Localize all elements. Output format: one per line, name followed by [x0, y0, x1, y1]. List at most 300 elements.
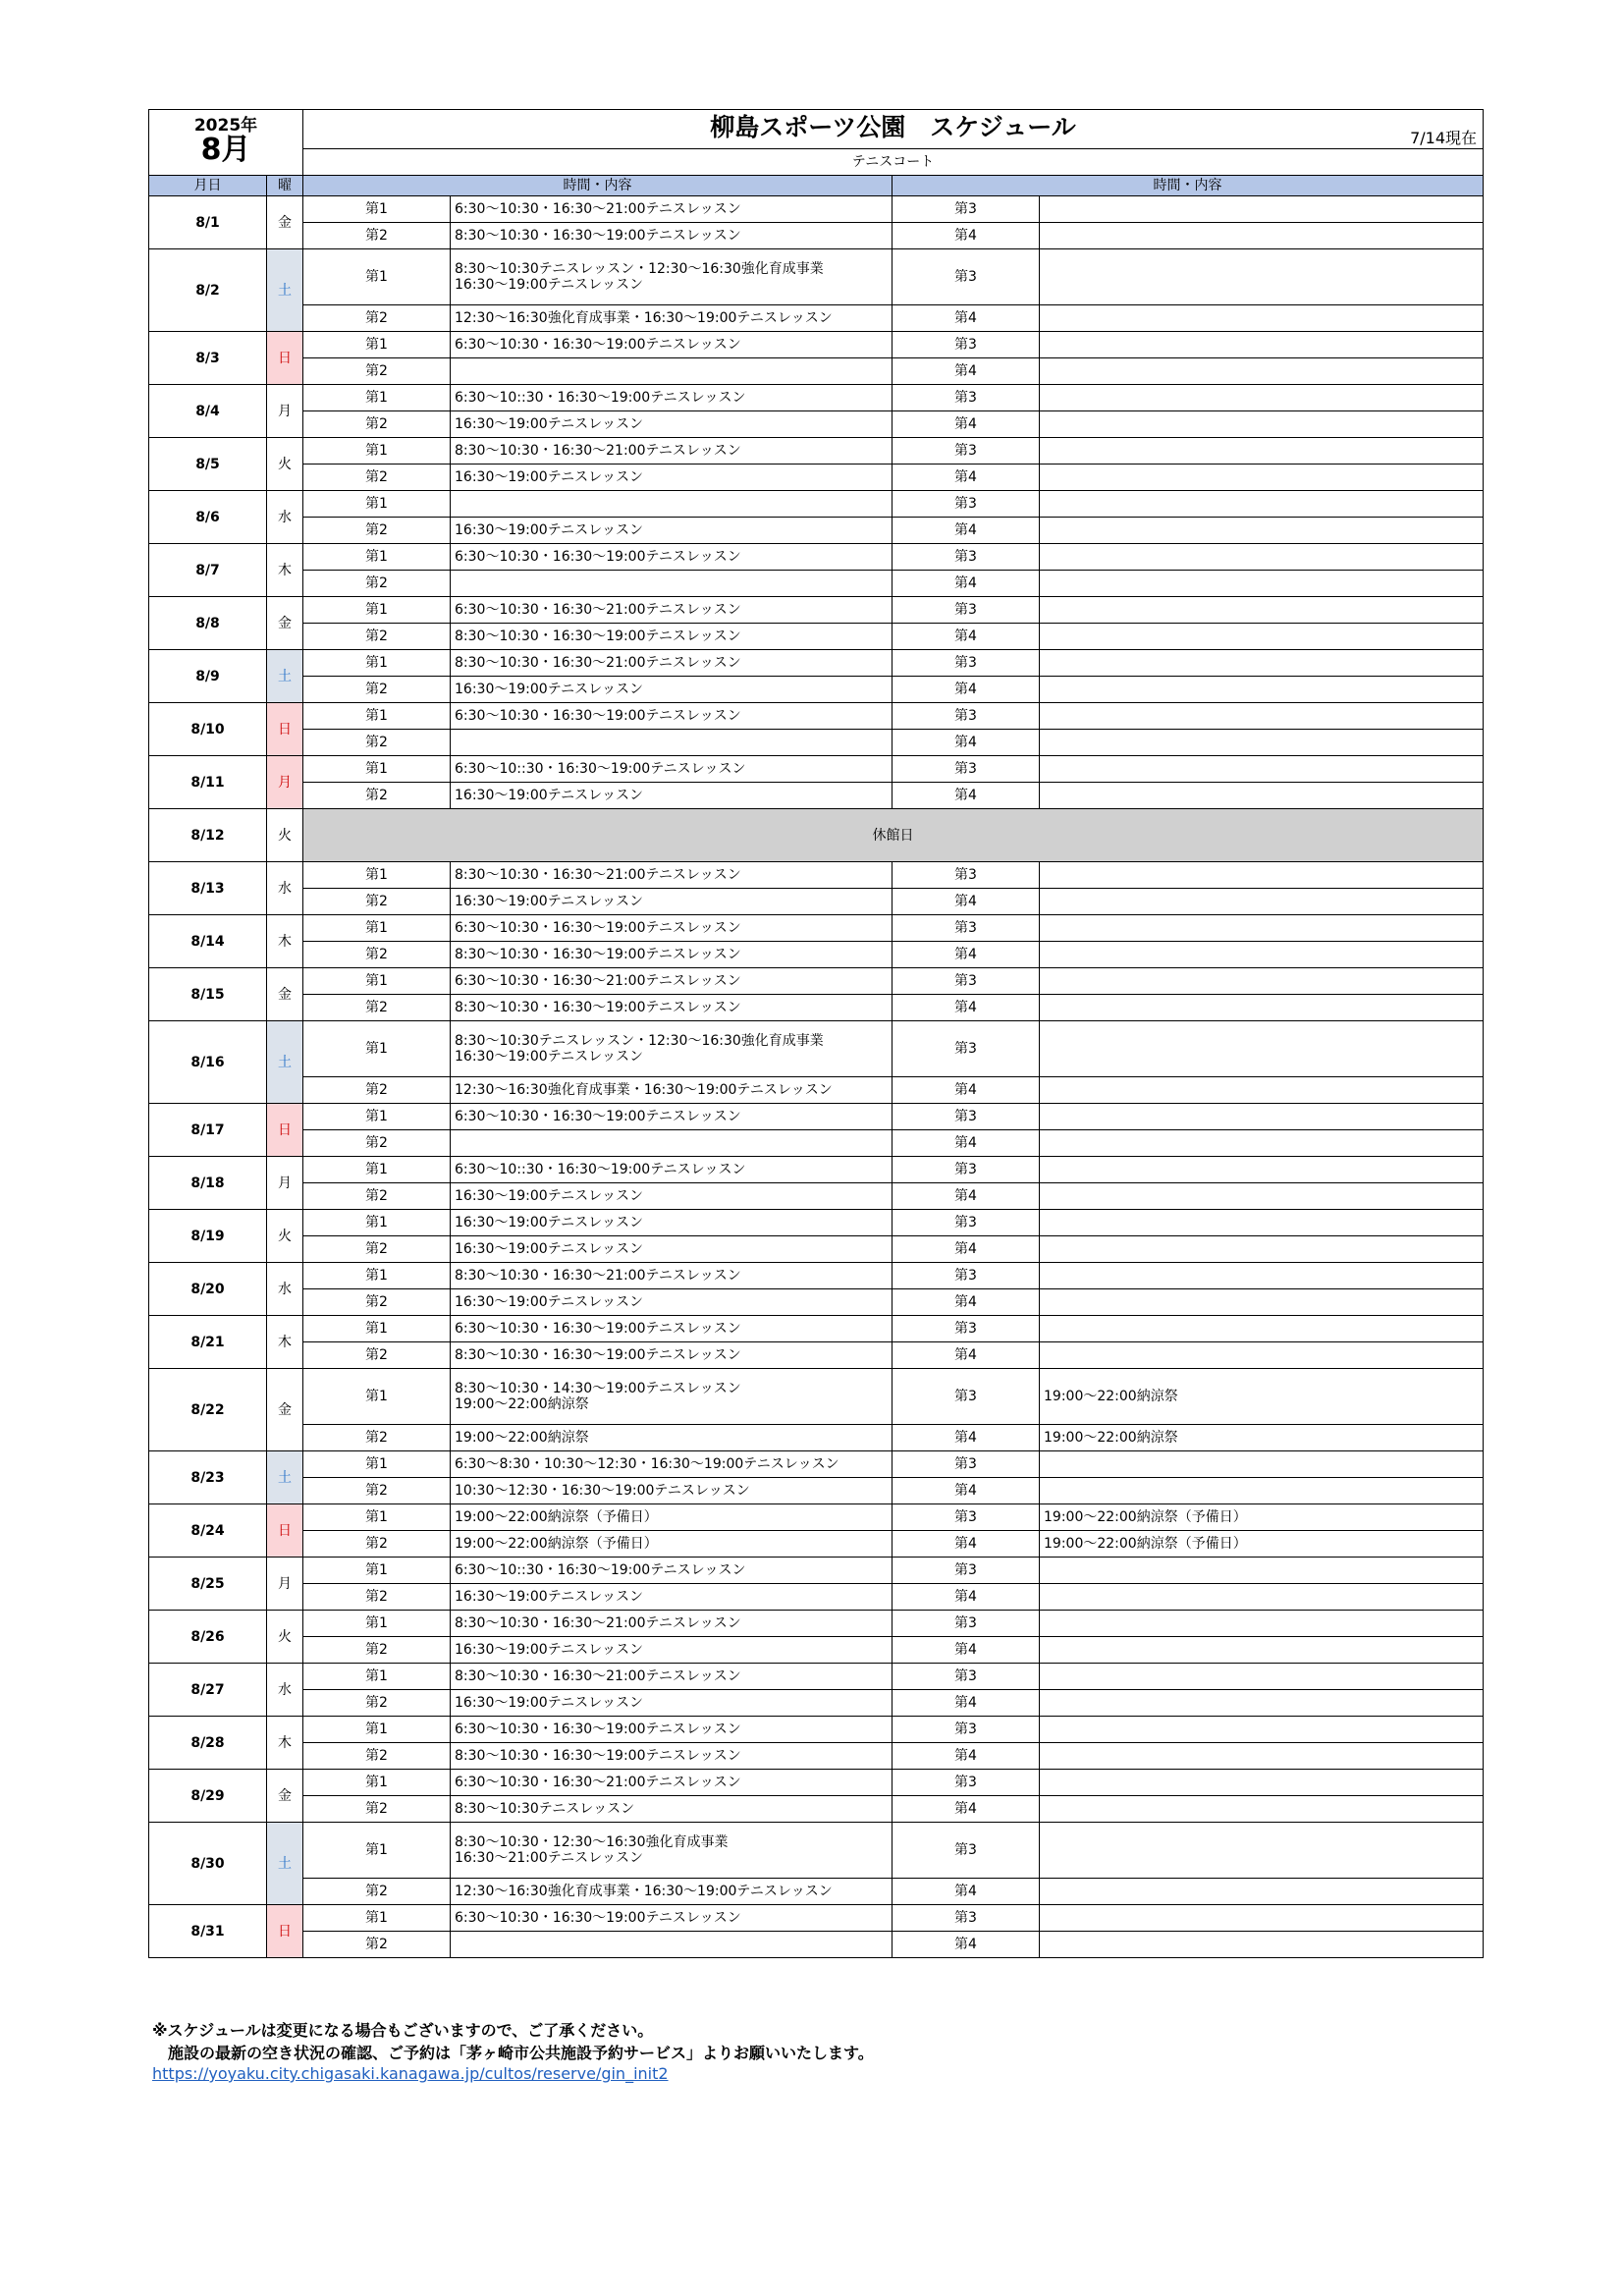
court-number-left: 第2: [303, 1743, 451, 1770]
day-date: 8/4: [149, 385, 267, 438]
court-content-left: [451, 1289, 893, 1316]
court-number-right: 第4: [893, 1879, 1040, 1905]
court-content-right: [1040, 411, 1484, 438]
content-line: 12:30～16:30強化育成事業・16:30～19:00テニスレッスン: [455, 1082, 833, 1098]
court-content-right: [1040, 783, 1484, 809]
court-content-right: [1040, 1316, 1484, 1342]
court-content-left: [451, 650, 893, 677]
content-line: 6:30～10:30・16:30～19:00テニスレッスン: [455, 1109, 741, 1124]
court-content-right: [1040, 1451, 1484, 1478]
court-number-left: 第1: [303, 385, 451, 411]
court-content-left: [451, 332, 893, 358]
court-row: [149, 1796, 1484, 1823]
day-date: 8/26: [149, 1611, 267, 1664]
court-row: [149, 1932, 1484, 1958]
content-line: 19:00～22:00納涼祭（予備日）: [455, 1536, 658, 1552]
court-row: [149, 1316, 1484, 1342]
court-row: [149, 995, 1484, 1021]
content-line: 12:30～16:30強化育成事業・16:30～19:00テニスレッスン: [455, 1884, 833, 1899]
court-row: [149, 1743, 1484, 1770]
court-content-left: [451, 730, 893, 756]
court-row: [149, 196, 1484, 223]
day-of-week: 水: [267, 491, 303, 544]
content-line: 16:30～19:00テニスレッスン: [455, 1642, 644, 1658]
court-number-left: 第2: [303, 995, 451, 1021]
year-month-cell: [149, 110, 303, 176]
court-content-right: [1040, 518, 1484, 544]
court-content-right: [1040, 650, 1484, 677]
court-number-right: 第4: [893, 1183, 1040, 1210]
court-row: [149, 1183, 1484, 1210]
court-number-left: 第1: [303, 544, 451, 571]
court-number-right: 第4: [893, 783, 1040, 809]
content-line: 8:30～10:30・16:30～21:00テニスレッスン: [455, 655, 741, 671]
court-content-right: [1040, 889, 1484, 915]
court-row: [149, 1451, 1484, 1478]
court-number-left: 第2: [303, 1342, 451, 1369]
court-number-left: 第1: [303, 1504, 451, 1531]
court-number-left: 第2: [303, 624, 451, 650]
court-number-right: 第4: [893, 358, 1040, 385]
day-date: 8/7: [149, 544, 267, 597]
day-of-week: 金: [267, 1770, 303, 1823]
court-number-left: 第2: [303, 571, 451, 597]
day-date: 8/20: [149, 1263, 267, 1316]
court-content-left: [451, 624, 893, 650]
day-date: 8/31: [149, 1905, 267, 1958]
court-content-left: [451, 385, 893, 411]
court-number-right: 第3: [893, 915, 1040, 942]
court-number-left: 第1: [303, 1823, 451, 1879]
court-number-right: 第4: [893, 305, 1040, 332]
day-of-week: 月: [267, 756, 303, 809]
court-row: [149, 1425, 1484, 1451]
court-content-right: [1040, 1717, 1484, 1743]
court-row: [149, 518, 1484, 544]
court-number-right: 第4: [893, 1584, 1040, 1611]
court-number-right: 第3: [893, 1905, 1040, 1932]
court-number-right: 第3: [893, 756, 1040, 783]
court-content-left: [451, 1558, 893, 1584]
day-of-week: 火: [267, 809, 303, 862]
court-number-right: 第3: [893, 385, 1040, 411]
court-row: [149, 544, 1484, 571]
day-of-week: 月: [267, 1157, 303, 1210]
court-content-left: [451, 862, 893, 889]
court-content-right: [1040, 1879, 1484, 1905]
content-line: 6:30～10:30・16:30～21:00テニスレッスン: [455, 201, 741, 217]
content-line: 6:30～10:30・16:30～21:00テニスレッスン: [455, 1775, 741, 1790]
court-content-left: [451, 1611, 893, 1637]
day-of-week: 月: [267, 385, 303, 438]
court-content-right: [1040, 1021, 1484, 1077]
day-date: 8/17: [149, 1104, 267, 1157]
court-row: [149, 1130, 1484, 1157]
court-content-right: [1040, 1743, 1484, 1770]
court-content-left: [451, 1369, 893, 1425]
court-number-right: 第3: [893, 597, 1040, 624]
court-number-right: 第4: [893, 1289, 1040, 1316]
day-date: 8/23: [149, 1451, 267, 1504]
day-date: 8/2: [149, 249, 267, 332]
court-number-right: 第4: [893, 1077, 1040, 1104]
court-row: [149, 1478, 1484, 1504]
day-date: 8/12: [149, 809, 267, 862]
day-of-week: 日: [267, 703, 303, 756]
court-number-right: 第3: [893, 703, 1040, 730]
court-number-right: 第4: [893, 1796, 1040, 1823]
court-number-right: 第3: [893, 1558, 1040, 1584]
day-of-week: 金: [267, 968, 303, 1021]
day-of-week: 水: [267, 1664, 303, 1717]
court-number-right: 第3: [893, 1504, 1040, 1531]
court-number-right: 第4: [893, 1932, 1040, 1958]
content-line: 16:30～19:00テニスレッスン: [455, 1241, 644, 1257]
court-number-right: 第4: [893, 1130, 1040, 1157]
court-number-right: 第3: [893, 332, 1040, 358]
court-number-right: 第3: [893, 1770, 1040, 1796]
court-content-left: [451, 1263, 893, 1289]
content-line: 16:30～21:00テニスレッスン: [455, 1850, 644, 1866]
court-number-left: 第1: [303, 1157, 451, 1183]
court-content-right: [1040, 756, 1484, 783]
court-row: [149, 1104, 1484, 1130]
court-content-right: [1040, 968, 1484, 995]
court-content-left: [451, 1796, 893, 1823]
day-date: 8/13: [149, 862, 267, 915]
day-of-week: 日: [267, 1905, 303, 1958]
court-content-right: [1040, 1210, 1484, 1236]
day-of-week: 土: [267, 1451, 303, 1504]
court-content-left: [451, 1823, 893, 1879]
court-row: [149, 249, 1484, 305]
content-line: 8:30～10:30・16:30～21:00テニスレッスン: [455, 443, 741, 459]
content-line: 6:30～10::30・16:30～19:00テニスレッスン: [455, 761, 746, 777]
day-row: [149, 809, 1484, 862]
court-number-left: 第2: [303, 1425, 451, 1451]
page-title: 柳島スポーツ公園 スケジュール: [710, 112, 1076, 141]
court-content-left: [451, 1717, 893, 1743]
court-number-left: 第1: [303, 862, 451, 889]
day-of-week: 土: [267, 650, 303, 703]
court-content-right: [1040, 1263, 1484, 1289]
court-content-right: [1040, 1823, 1484, 1879]
court-number-right: 第4: [893, 995, 1040, 1021]
court-row: [149, 783, 1484, 809]
court-content-right: [1040, 1531, 1484, 1558]
court-content-right: [1040, 624, 1484, 650]
notice-line-1: ※スケジュールは変更になる場合もございますので、ご了承ください。: [152, 2021, 654, 2040]
court-row: [149, 332, 1484, 358]
court-number-right: 第3: [893, 1104, 1040, 1130]
court-content-right: [1040, 332, 1484, 358]
court-content-right: [1040, 1157, 1484, 1183]
court-row: [149, 1558, 1484, 1584]
court-content-left: [451, 1743, 893, 1770]
day-of-week: 火: [267, 1210, 303, 1263]
court-number-left: 第1: [303, 1316, 451, 1342]
court-row: [149, 968, 1484, 995]
court-content-right: [1040, 358, 1484, 385]
content-line: 10:30～12:30・16:30～19:00テニスレッスン: [455, 1483, 750, 1499]
court-content-right: [1040, 1369, 1484, 1425]
court-content-right: [1040, 305, 1484, 332]
day-of-week: 木: [267, 1316, 303, 1369]
court-content-left: [451, 1879, 893, 1905]
court-content-right: [1040, 1478, 1484, 1504]
court-content-right: [1040, 1932, 1484, 1958]
day-of-week: 土: [267, 1823, 303, 1905]
day-of-week: 土: [267, 249, 303, 332]
court-content-left: [451, 465, 893, 491]
content-line: 8:30～10:30・16:30～19:00テニスレッスン: [455, 228, 741, 244]
court-content-left: [451, 1021, 893, 1077]
court-number-right: 第3: [893, 438, 1040, 465]
content-line: 8:30～10:30・12:30～16:30強化育成事業: [455, 1834, 729, 1850]
content-line: 16:30～19:00テニスレッスン: [455, 1695, 644, 1711]
court-number-left: 第1: [303, 438, 451, 465]
court-number-left: 第2: [303, 730, 451, 756]
court-content-left: [451, 1664, 893, 1690]
court-content-left: [451, 1451, 893, 1478]
reservation-link[interactable]: https://yoyaku.city.chigasaki.kanagawa.jp/cultos/reserve/gin_init2: [152, 2064, 669, 2083]
day-of-week: 木: [267, 1717, 303, 1770]
content-line: 8:30～10:30・16:30～19:00テニスレッスン: [455, 1748, 741, 1764]
court-number-right: 第3: [893, 968, 1040, 995]
court-number-left: 第2: [303, 1531, 451, 1558]
court-content-right: [1040, 1905, 1484, 1932]
court-row: [149, 703, 1484, 730]
court-number-left: 第2: [303, 1796, 451, 1823]
court-row: [149, 597, 1484, 624]
day-date: 8/9: [149, 650, 267, 703]
court-number-left: 第2: [303, 1478, 451, 1504]
day-date: 8/8: [149, 597, 267, 650]
court-row: [149, 1611, 1484, 1637]
court-content-left: [451, 1316, 893, 1342]
court-row: [149, 1210, 1484, 1236]
content-line: 6:30～10::30・16:30～19:00テニスレッスン: [455, 1562, 746, 1578]
day-of-week: 水: [267, 1263, 303, 1316]
court-row: [149, 730, 1484, 756]
court-row: [149, 571, 1484, 597]
content-line: 8:30～10:30・16:30～21:00テニスレッスン: [455, 867, 741, 883]
court-number-right: 第4: [893, 942, 1040, 968]
court-number-right: 第4: [893, 518, 1040, 544]
day-of-week: 火: [267, 1611, 303, 1664]
court-number-left: 第2: [303, 305, 451, 332]
court-content-right: [1040, 1342, 1484, 1369]
day-date: 8/22: [149, 1369, 267, 1451]
day-date: 8/29: [149, 1770, 267, 1823]
court-number-left: 第1: [303, 249, 451, 305]
court-content-right: [1040, 597, 1484, 624]
day-date: 8/15: [149, 968, 267, 1021]
closed-day-label: 休館日: [303, 809, 1484, 862]
day-date: 8/1: [149, 196, 267, 249]
content-line: 19:00～22:00納涼祭: [455, 1396, 589, 1412]
court-content-right: [1040, 571, 1484, 597]
court-content-left: [451, 571, 893, 597]
court-number-left: 第2: [303, 1289, 451, 1316]
content-line: 16:30～19:00テニスレッスン: [455, 522, 644, 538]
content-line: 6:30～10:30・16:30～19:00テニスレッスン: [455, 337, 741, 353]
court-number-right: 第4: [893, 1690, 1040, 1717]
court-row: [149, 1531, 1484, 1558]
content-line: 8:30～10:30・16:30～21:00テニスレッスン: [455, 1268, 741, 1284]
column-header-dow: 曜: [267, 176, 303, 196]
court-number-left: 第1: [303, 703, 451, 730]
day-date: 8/5: [149, 438, 267, 491]
court-content-right: [1040, 1504, 1484, 1531]
court-number-left: 第2: [303, 223, 451, 249]
content-line: 6:30～10::30・16:30～19:00テニスレッスン: [455, 1162, 746, 1177]
court-number-left: 第1: [303, 1263, 451, 1289]
court-content-left: [451, 1584, 893, 1611]
court-content-left: [451, 1236, 893, 1263]
court-row: [149, 465, 1484, 491]
court-number-left: 第1: [303, 756, 451, 783]
court-row: [149, 650, 1484, 677]
court-content-left: [451, 1531, 893, 1558]
court-row: [149, 862, 1484, 889]
content-line: 6:30～10:30・16:30～21:00テニスレッスン: [455, 973, 741, 989]
court-content-left: [451, 1077, 893, 1104]
court-row: [149, 223, 1484, 249]
court-number-left: 第2: [303, 465, 451, 491]
content-line: 16:30～19:00テニスレッスン: [455, 894, 644, 909]
content-line: 8:30～10:30・16:30～19:00テニスレッスン: [455, 947, 741, 962]
court-content-left: [451, 358, 893, 385]
court-row: [149, 385, 1484, 411]
content-line: 16:30～19:00テニスレッスン: [455, 469, 644, 485]
court-number-left: 第1: [303, 915, 451, 942]
day-of-week: 日: [267, 1504, 303, 1558]
content-line: 8:30～10:30・14:30～19:00テニスレッスン: [455, 1381, 741, 1396]
day-date: 8/28: [149, 1717, 267, 1770]
day-of-week: 日: [267, 332, 303, 385]
court-number-right: 第3: [893, 1823, 1040, 1879]
court-content-right: [1040, 1289, 1484, 1316]
court-number-right: 第4: [893, 1531, 1040, 1558]
court-content-left: [451, 196, 893, 223]
court-content-right: [1040, 1558, 1484, 1584]
column-header-content-right: 時間・内容: [893, 176, 1484, 196]
content-line: 16:30～19:00テニスレッスン: [455, 788, 644, 803]
day-date: 8/16: [149, 1021, 267, 1104]
court-content-right: [1040, 703, 1484, 730]
court-number-right: 第3: [893, 650, 1040, 677]
day-of-week: 水: [267, 862, 303, 915]
court-row: [149, 1289, 1484, 1316]
day-of-week: 火: [267, 438, 303, 491]
content-line: 6:30～10:30・16:30～19:00テニスレッスン: [455, 708, 741, 724]
day-date: 8/14: [149, 915, 267, 968]
court-number-left: 第2: [303, 518, 451, 544]
court-content-left: [451, 438, 893, 465]
court-row: [149, 1342, 1484, 1369]
court-row: [149, 1236, 1484, 1263]
court-row: [149, 677, 1484, 703]
court-row: [149, 624, 1484, 650]
court-content-left: [451, 249, 893, 305]
court-row: [149, 1905, 1484, 1932]
court-row: [149, 942, 1484, 968]
court-content-right: [1040, 438, 1484, 465]
content-line: 8:30～10:30テニスレッスン・12:30～16:30強化育成事業: [455, 1033, 824, 1049]
court-number-left: 第1: [303, 968, 451, 995]
day-of-week: 金: [267, 196, 303, 249]
court-number-left: 第1: [303, 491, 451, 518]
court-number-left: 第1: [303, 1104, 451, 1130]
content-line: 19:00～22:00納涼祭（予備日）: [1044, 1536, 1247, 1552]
court-content-left: [451, 223, 893, 249]
content-line: 16:30～19:00テニスレッスン: [455, 277, 644, 293]
court-content-left: [451, 1905, 893, 1932]
court-number-right: 第3: [893, 1717, 1040, 1743]
court-number-left: 第1: [303, 1021, 451, 1077]
court-row: [149, 1717, 1484, 1743]
court-row: [149, 1263, 1484, 1289]
court-number-left: 第2: [303, 889, 451, 915]
court-row: [149, 438, 1484, 465]
day-date: 8/24: [149, 1504, 267, 1558]
content-line: 16:30～19:00テニスレッスン: [455, 1188, 644, 1204]
court-content-left: [451, 889, 893, 915]
court-content-left: [451, 1130, 893, 1157]
day-date: 8/21: [149, 1316, 267, 1369]
month-label: 8月: [200, 133, 251, 167]
court-content-left: [451, 1770, 893, 1796]
notice-line-2: 施設の最新の空き状況の確認、ご予約は「茅ヶ崎市公共施設予約サービス」よりお願いいたします。: [152, 2044, 874, 2062]
day-date: 8/10: [149, 703, 267, 756]
court-row: [149, 1021, 1484, 1077]
court-number-right: 第3: [893, 1451, 1040, 1478]
court-number-left: 第1: [303, 196, 451, 223]
court-content-left: [451, 1342, 893, 1369]
court-content-left: [451, 597, 893, 624]
court-number-right: 第4: [893, 889, 1040, 915]
court-row: [149, 305, 1484, 332]
court-content-left: [451, 1157, 893, 1183]
day-of-week: 木: [267, 915, 303, 968]
day-date: 8/19: [149, 1210, 267, 1263]
court-number-left: 第1: [303, 1905, 451, 1932]
court-content-right: [1040, 1611, 1484, 1637]
court-content-left: [451, 305, 893, 332]
court-number-right: 第3: [893, 1157, 1040, 1183]
content-line: 16:30～19:00テニスレッスン: [455, 1215, 644, 1230]
court-content-right: [1040, 677, 1484, 703]
court-content-right: [1040, 1077, 1484, 1104]
year-label: 2025年: [193, 116, 258, 136]
court-number-left: 第1: [303, 332, 451, 358]
court-content-right: [1040, 1796, 1484, 1823]
title-cell: [303, 110, 1484, 149]
court-content-left: [451, 677, 893, 703]
content-line: 6:30～10:30・16:30～19:00テニスレッスン: [455, 920, 741, 936]
court-content-left: [451, 915, 893, 942]
content-line: 8:30～10:30・16:30～19:00テニスレッスン: [455, 629, 741, 644]
court-content-right: [1040, 1584, 1484, 1611]
schedule-table: [148, 109, 1484, 1958]
day-of-week: 月: [267, 1558, 303, 1611]
court-row: [149, 1504, 1484, 1531]
content-line: 6:30～10:30・16:30～19:00テニスレッスン: [455, 1321, 741, 1337]
court-number-left: 第2: [303, 1584, 451, 1611]
day-date: 8/30: [149, 1823, 267, 1905]
court-number-left: 第1: [303, 1210, 451, 1236]
